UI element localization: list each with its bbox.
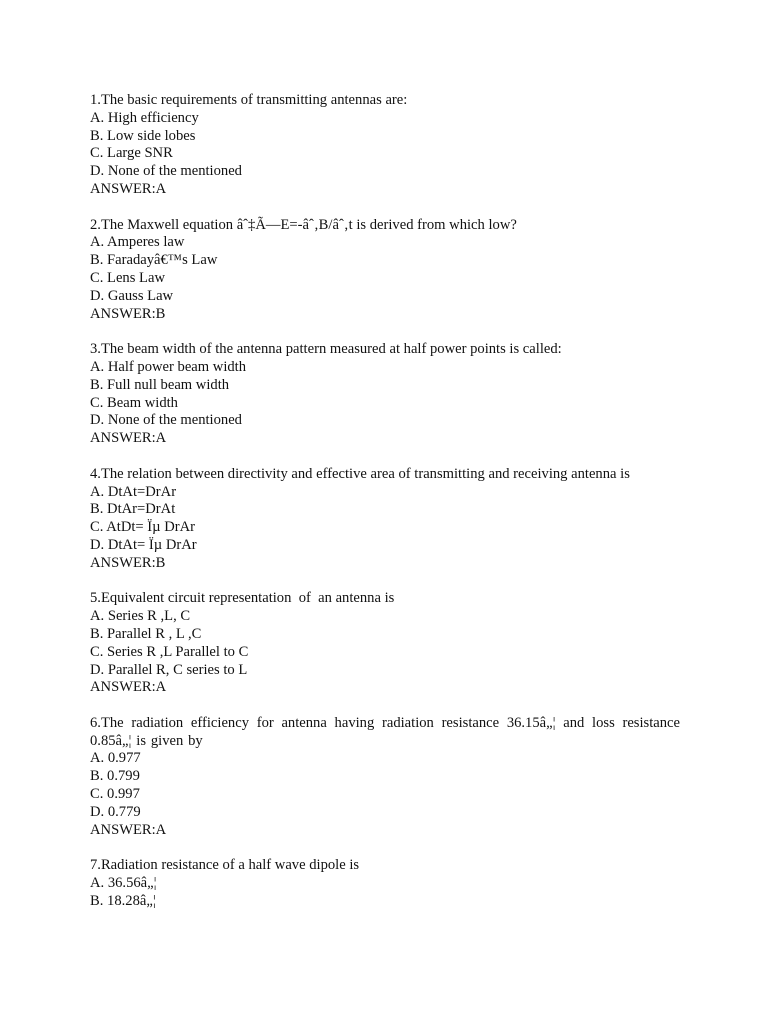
option-3c: C. Beam width [90,394,178,411]
answer-2: ANSWER:B [90,305,166,322]
option-7b: B. 18.28â„¦ [90,892,156,909]
option-5d: D. Parallel R, C series to L [90,661,248,678]
option-3b: B. Full null beam width [90,376,230,393]
question-block-3 [90,341,680,448]
option-7a: A. 36.56â„¦ [90,875,157,892]
answer-4: ANSWER:B [90,554,166,571]
option-2c: C. Lens Law [90,269,165,286]
question-block-7 [90,857,680,910]
question-text-6: 6.The radiation efficiency for antenna having radiation resistance 36.15â„¦ and loss resistance 0.85â„¦ is given by [90,714,680,749]
question-block-1 [90,92,680,199]
option-6a: A. 0.977 [90,750,141,767]
question-text-5: 5.Equivalent circuit representation of an antenna is [90,590,395,607]
question-text-1: 1.The basic requirements of transmitting antennas are: [90,92,408,108]
question-text-7: 7.Radiation resistance of a half wave dipole is [90,857,360,874]
option-5c: C. Series R ,L Parallel to C [90,643,249,660]
option-4b: B. DtAr=DrAt [90,501,176,518]
option-4a: A. DtAt=DrAr [90,483,177,500]
option-6b: B. 0.799 [90,768,140,785]
option-4d: D. DtAt= Ïµ DrAr [90,536,197,553]
option-3a: A. Half power beam width [90,358,247,375]
question-text-4: 4.The relation between directivity and effective area of transmitting and receiving antenna is [90,465,630,482]
option-3d: D. None of the mentioned [90,412,242,429]
question-block-5 [90,590,680,697]
option-1c: C. Large SNR [90,145,173,162]
option-2d: D. Gauss Law [90,287,174,304]
option-1b: B. Low side lobes [90,127,196,144]
option-1d: D. None of the mentioned [90,163,242,180]
option-6c: C. 0.997 [90,786,140,803]
option-2b: B. Faradayâ€™s Law [90,252,218,269]
question-text-2: 2.The Maxwell equation âˆ‡Ã—E=-âˆ‚B/âˆ‚t is derived from which low? [90,216,517,233]
option-4c: C. AtDt= Ïµ DrAr [90,519,196,536]
answer-1: ANSWER:A [90,180,167,197]
option-1a: A. High efficiency [90,109,199,126]
question-text-3: 3.The beam width of the antenna pattern measured at half power points is called: [90,341,562,358]
option-2a: A. Amperes law [90,234,185,251]
answer-3: ANSWER:A [90,430,167,447]
question-block-6 [90,715,680,840]
option-6d: D. 0.779 [90,803,141,820]
question-block-4 [90,466,680,573]
answer-6: ANSWER:A [90,821,167,838]
option-5b: B. Parallel R , L ,C [90,625,202,642]
quiz-content [90,92,680,928]
answer-5: ANSWER:A [90,679,167,696]
option-5a: A. Series R ,L, C [90,608,191,625]
question-block-2 [90,217,680,324]
